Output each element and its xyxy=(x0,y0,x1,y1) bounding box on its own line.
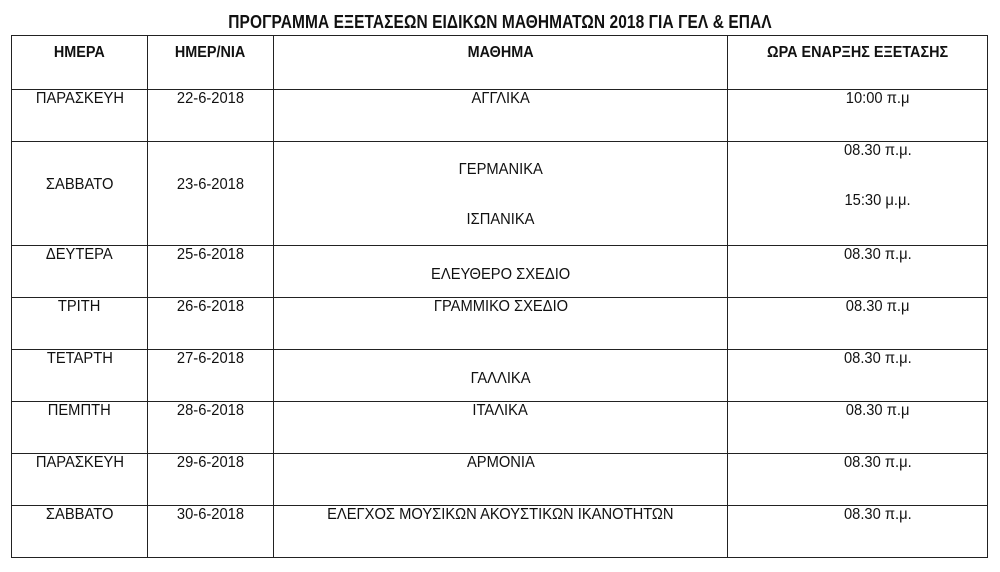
table-row xyxy=(12,90,988,142)
date-cell: 26-6-2018 xyxy=(148,298,274,350)
subject-cell: ΑΡΜΟΝΙΑ xyxy=(274,454,728,506)
subject-cell: ΙΤΑΛΙΚΑ xyxy=(274,402,728,454)
header-subject: ΜΑΘΗΜΑ xyxy=(274,36,728,90)
time-cell: 08.30 π.μ xyxy=(728,298,988,350)
date-cell: 27-6-2018 xyxy=(148,350,274,402)
day-cell: ΠΑΡΑΣΚΕΥΗ xyxy=(12,90,148,142)
date-cell: 22-6-2018 xyxy=(148,90,274,142)
table-row xyxy=(12,298,988,350)
subject-cell: ΕΛΕΥΘΕΡΟ ΣΧΕΔΙΟ xyxy=(274,246,728,298)
table-row xyxy=(12,142,988,246)
day-cell: ΠΑΡΑΣΚΕΥΗ xyxy=(12,454,148,506)
day-cell: ΤΡΙΤΗ xyxy=(12,298,148,350)
date-cell: 29-6-2018 xyxy=(148,454,274,506)
day-cell: ΤΕΤΑΡΤΗ xyxy=(12,350,148,402)
header-day: ΗΜΕΡΑ xyxy=(12,36,148,90)
time-cell: 08.30 π.μ. xyxy=(728,350,988,402)
time-cell: 08.30 π.μ. 15:30 μ.μ. xyxy=(728,142,988,246)
table-row xyxy=(12,246,988,298)
time-cell: 10:00 π.μ xyxy=(728,90,988,142)
day-cell: ΣΑΒΒΑΤΟ xyxy=(12,142,148,246)
table-row xyxy=(12,506,988,558)
time-cell: 08.30 π.μ. xyxy=(728,454,988,506)
exam-schedule-table xyxy=(11,35,988,558)
table-row xyxy=(12,402,988,454)
date-cell: 28-6-2018 xyxy=(148,402,274,454)
time-cell: 08.30 π.μ. xyxy=(728,246,988,298)
day-cell: ΠΕΜΠΤΗ xyxy=(12,402,148,454)
subject-cell: ΑΓΓΛΙΚΑ xyxy=(274,90,728,142)
day-cell: ΣΑΒΒΑΤΟ xyxy=(12,506,148,558)
time-cell: 08.30 π.μ. xyxy=(728,506,988,558)
document-title: ΠΡΟΓΡΑΜΜΑ ΕΞΕΤΑΣΕΩΝ ΕΙΔΙΚΩΝ ΜΑΘΗΜΑΤΩΝ 2018 ΓΙΑ ΓΕΛ & ΕΠΑΛ xyxy=(228,12,772,32)
day-cell: ΔΕΥΤΕΡΑ xyxy=(12,246,148,298)
subject-cell: ΓΕΡΜΑΝΙΚΑ ΙΣΠΑΝΙΚΑ xyxy=(274,142,728,246)
date-cell: 30-6-2018 xyxy=(148,506,274,558)
table-header-row xyxy=(12,36,988,90)
date-cell: 23-6-2018 xyxy=(148,142,274,246)
subject-cell: ΕΛΕΓΧΟΣ ΜΟΥΣΙΚΩΝ ΑΚΟΥΣΤΙΚΩΝ ΙΚΑΝΟΤΗΤΩΝ xyxy=(274,506,728,558)
header-time: ΩΡΑ ΕΝΑΡΞΗΣ ΕΞΕΤΑΣΗΣ xyxy=(728,36,988,90)
header-date: ΗΜΕΡ/ΝΙΑ xyxy=(148,36,274,90)
date-cell: 25-6-2018 xyxy=(148,246,274,298)
time-cell: 08.30 π.μ xyxy=(728,402,988,454)
subject-cell: ΓΡΑΜΜΙΚΟ ΣΧΕΔΙΟ xyxy=(274,298,728,350)
table-row xyxy=(12,454,988,506)
subject-cell: ΓΑΛΛΙΚΑ xyxy=(274,350,728,402)
table-row xyxy=(12,350,988,402)
